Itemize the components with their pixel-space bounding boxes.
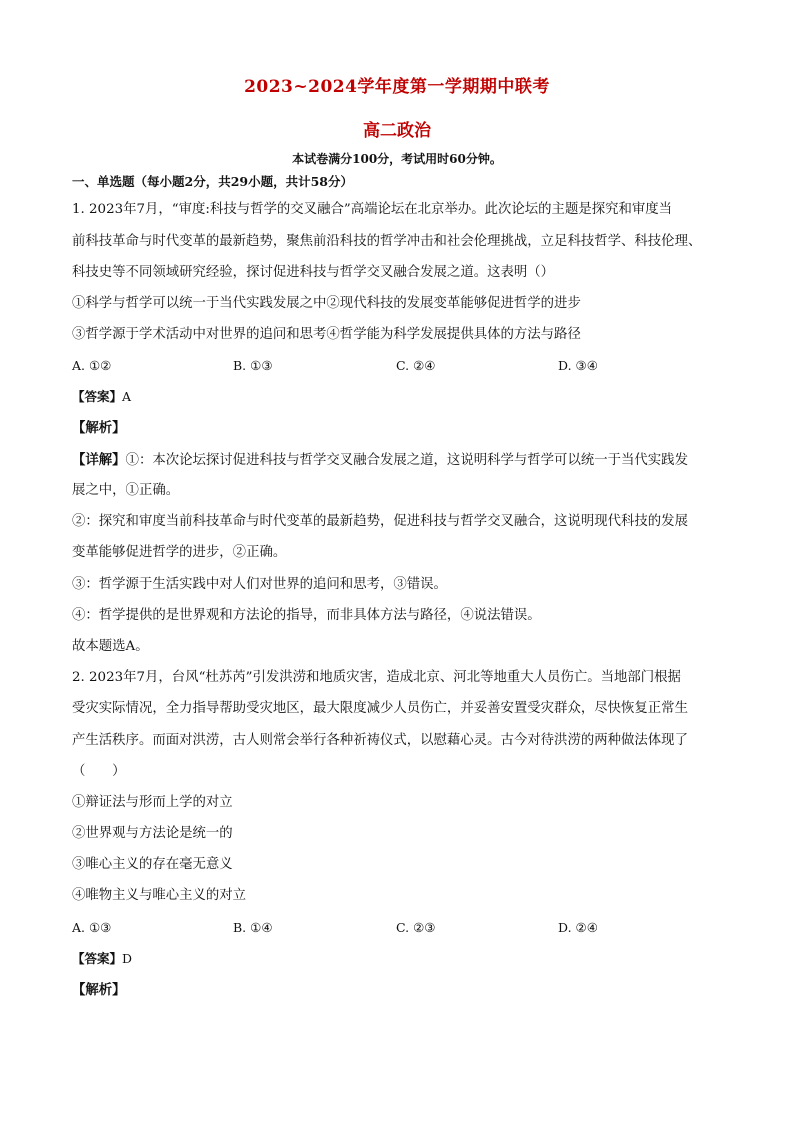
q1-analysis-tag: 【解析】 [72,420,126,436]
q1-detail-line: 变革能够促进哲学的进步，②正确。 [72,545,287,560]
q1-answer [72,389,732,405]
q1-stem-line: 科技史等不同领域研究经验，探讨促进科技与哲学交叉融合发展之道。这表明（） [72,265,555,280]
answer-value: A [122,389,132,404]
q2-option-b: B. ①④ [233,920,273,935]
q2-stem-line: 产生活秩序。而面对洪涝，古人则常会举行各种祈祷仪式，以慰藉心灵。古今对待洪涝的两种做法体现了 [72,733,688,748]
subject-title: 高二政治 [363,121,431,141]
exam-title: 2023~2024学年度第一学期期中联考 [244,77,550,97]
q1-statement: ③哲学源于学术活动中对世界的追问和思考④哲学能为科学发展提供具体的方法与路径 [72,327,581,342]
q1-statement: ①科学与哲学可以统一于当代实践发展之中②现代科技的发展变革能够促进哲学的进步 [72,296,581,311]
q2-statement: ②世界观与方法论是统一的 [72,826,233,841]
q2-option-d: D. ②④ [558,920,598,935]
q2-statement: ③唯心主义的存在毫无意义 [72,857,233,872]
q1-option-b: B. ①③ [233,358,273,373]
q2-stem-line: 受灾实际情况，全力指导帮助受灾地区，最大限度减少人员伤亡，并妥善安置受灾群众，尽快恢复正常生 [72,701,688,716]
q1-detail-line: ②：探究和审度当前科技革命与时代变革的最新趋势，促进科技与哲学交叉融合，这说明现代科技的发展 [72,514,688,529]
section-heading: 一、单选题（每小题2分，共29小题，共计58分） [72,174,353,189]
detail-tag: 【详解】 [72,452,126,468]
exam-note: 本试卷满分100分，考试用时60分钟。 [292,152,502,166]
q2-statement: ④唯物主义与唯心主义的对立 [72,888,247,903]
q2-stem-line: 2. 2023年7月，台风“杜苏芮”引发洪涝和地质灾害，造成北京、河北等地重大人员伤亡。当地部门根据 [72,670,681,685]
q1-option-d: D. ③④ [558,358,598,373]
q2-option-a: A. ①③ [72,920,112,935]
q1-option-c: C. ②④ [396,358,436,373]
q1-detail-line [72,452,732,469]
q1-conclusion: 故本题选A。 [72,639,149,654]
q1-option-a: A. ①② [72,358,112,373]
answer-tag: 【答案】 [72,389,123,404]
q2-option-c: C. ②③ [396,920,436,935]
detail-text: ①：本次论坛探讨促进科技与哲学交叉融合发展之道，这说明科学与哲学可以统一于当代实践发 [125,453,688,468]
q2-answer [72,951,732,967]
q2-stem-blank: （ ） [72,764,126,779]
q1-detail-line: 展之中，①正确。 [72,483,180,498]
q2-analysis-tag: 【解析】 [72,982,126,998]
q1-stem-line: 1. 2023年7月，“审度:科技与哲学的交叉融合”高端论坛在北京举办。此次论坛的主题是探究和审度当 [72,202,673,217]
q1-detail-line: ④：哲学提供的是世界观和方法论的指导，而非具体方法与路径，④说法错误。 [72,608,541,623]
q1-detail-line: ③：哲学源于生活实践中对人们对世界的追问和思考，③错误。 [72,577,447,592]
q2-statement: ①辩证法与形而上学的对立 [72,795,233,810]
answer-value: D [122,951,133,966]
answer-tag: 【答案】 [72,951,123,966]
q1-stem-line: 前科技革命与时代变革的最新趋势，聚焦前沿科技的哲学冲击和社会伦理挑战，立足科技哲学、科技伦理、 [72,234,702,249]
